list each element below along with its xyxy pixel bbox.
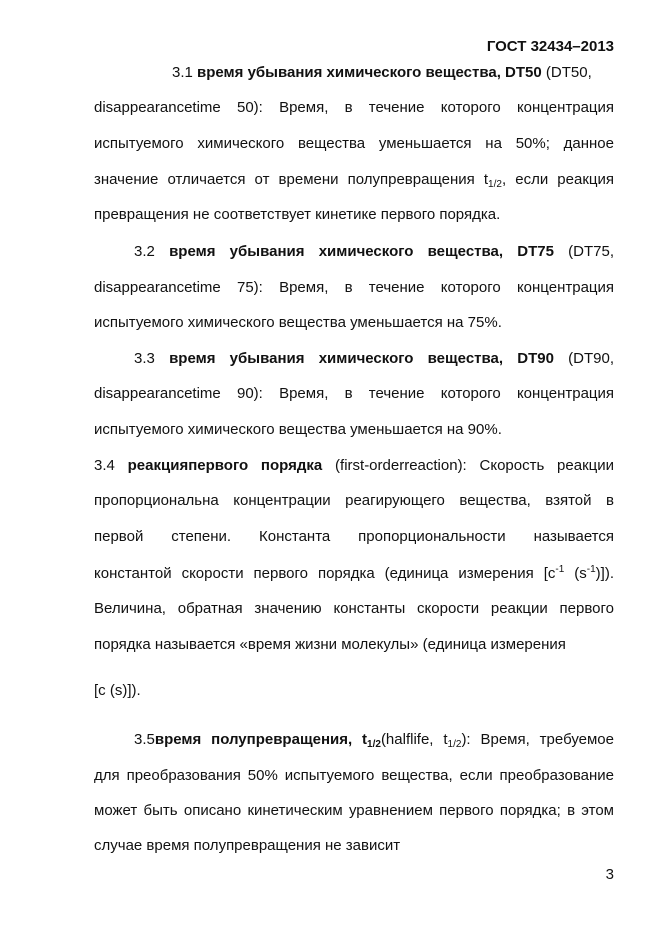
p34-l4b: $(s^{-1})$]). [574, 564, 614, 582]
p31-line4 [94, 171, 614, 190]
p34-line5: Величина, обратная значению константы скорости реакции первого [94, 600, 614, 617]
p32-line3: испытуемого химического вещества уменьшается на 75%. [94, 314, 502, 331]
p35-term-sub: 1/2 [367, 739, 381, 750]
p34-num: 3.4 [94, 457, 115, 474]
p31-line1 [172, 64, 614, 81]
p31-line2: disappearancetime 50): Время, в течение которого концентрация [94, 99, 614, 116]
p34-line7: [с (s)]). [94, 682, 141, 699]
p34-line2: пропорциональна концентрации реагирующего вещества, взятой в [94, 492, 614, 509]
p34-l4-sup2: -1 [586, 564, 596, 575]
p33-line2: disappearancetime 90): Время, в течение которого концентрация [94, 385, 614, 402]
p35-l1-sub: 1/2 [447, 739, 462, 750]
p33-line1 [134, 350, 614, 367]
p31-line5: превращения не соответствует кинетике первого порядка. [94, 206, 501, 223]
p34-l4-sup1: -1 [555, 564, 565, 575]
p35-line1 [134, 731, 614, 750]
p34-line3: первой степени. Константа пропорциональности называется [94, 528, 614, 545]
p35-line3: может быть описано кинетическим уравнением первого порядка; в этом [94, 802, 614, 819]
page-number: 3 [605, 866, 614, 883]
p35-term: 3.5время полупревращения, $t_{1/2}(halflife$, $t_{1/2}$): Время, требуемое [134, 731, 614, 750]
p32-term: время убывания химического вещества, DT75 [169, 243, 554, 260]
p31-l4a: значение отличается от времени полупревращения [94, 171, 475, 188]
p34-line6: порядка называется «время жизни молекулы» (единица измерения [94, 636, 566, 653]
p34-l1-rest: (first-orderreaction): Скорость реакции [335, 457, 614, 474]
p34-line1 [94, 457, 614, 474]
p34-line4 [94, 564, 614, 582]
p35-line4: случае время полупревращения не зависит [94, 837, 401, 854]
p31-term: время убывания химического вещества, DT50 [197, 64, 542, 81]
document-code-header: ГОСТ 32434–2013 [486, 38, 614, 55]
p32-line1 [134, 243, 614, 260]
p32-l1-rest: (DT75, [568, 243, 614, 260]
p33-l1-rest: (DT90, [568, 350, 614, 367]
p31-l1-rest: (DT50, [545, 64, 592, 81]
p31-num: 3.1 [172, 64, 193, 81]
p33-num: 3.3 [134, 350, 155, 367]
p34-term: реакцияпервого порядка [127, 457, 323, 474]
p34-l4a: константой скорости первого порядка (единица измерения [$с^{-1}$ [94, 564, 565, 582]
p33-term: время убывания химического вещества, DT90 [169, 350, 554, 367]
p32-num: 3.2 [134, 243, 155, 260]
p33-line3: испытуемого химического вещества уменьшается на 90%. [94, 421, 502, 438]
p35-line2: для преобразования 50% испытуемого вещества, если преобразование [94, 767, 614, 784]
p32-line2: disappearancetime 75): Время, в течение которого концентрация [94, 279, 614, 296]
p31-line3: испытуемого химического вещества уменьшается на 50%; данное [94, 135, 614, 152]
p31-l4-sub: 1/2 [488, 179, 502, 190]
p31-l4t: $t_{1/2}$, если реакция [483, 171, 614, 190]
